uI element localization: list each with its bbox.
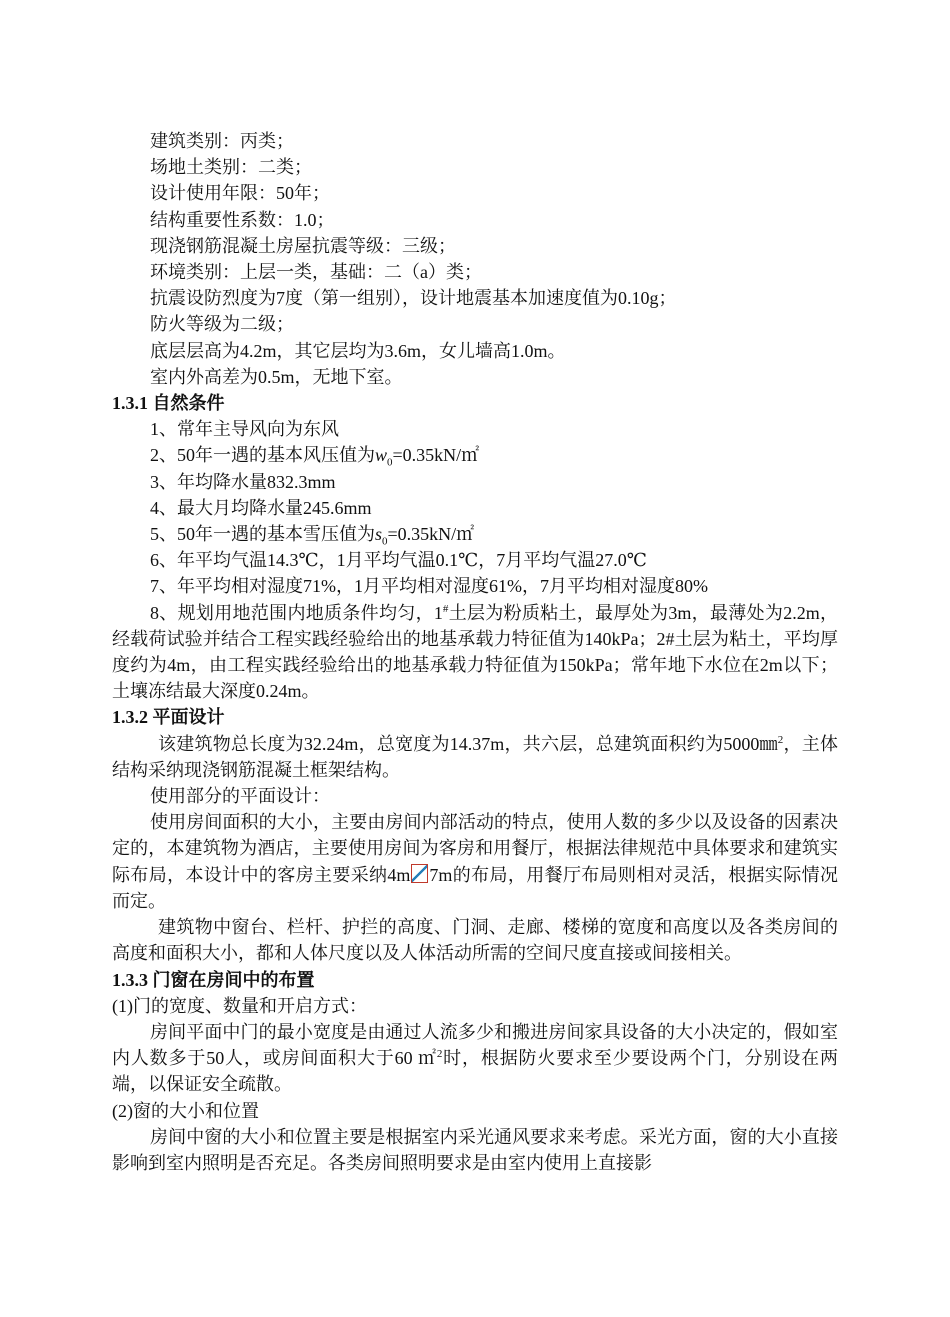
list-item: 8、规划用地范围内地质条件均匀，1#土层为粉质粘土，最厚处为3m，最薄处为2.2m，经载荷试验并结合工程实践经验给出的地基承载力特征值为140kPa；2#土层为粘土，平均厚度约为4m，由工程实践经验给出的地基承载力特征值为150kPa；常年地下水位在2m以下；土壤冻结最大深度0.24m。: [112, 602, 839, 702]
building-class: 建筑类别：丙类；: [150, 131, 294, 151]
paragraph: 建筑物中窗台、栏杆、护拦的高度、门洞、走廊、楼梯的宽度和高度以及各类房间的高度和面积大小，都和人体尺度以及人体活动所需的空间尺度直接或间接相关。: [112, 917, 838, 964]
list-item: 4、最大月均降水量245.6mm: [150, 497, 372, 518]
seismic-grade: 现浇钢筋混凝土房屋抗震等级：三级；: [150, 235, 456, 256]
paragraph: 使用房间面积的大小，主要由房间内部活动的特点，使用人数的多少以及设备的因素决定的，本建筑物为酒店，主要使用房间为客房和用餐厅，根据法律规范中具体要求和建筑实际布局，本设计中的客房主要采纳4m 7m的布局，用餐厅布局则相对灵活，根据实际情况而定。: [112, 812, 839, 911]
section-heading-plan-design: 1.3.2 平面设计: [112, 707, 225, 728]
document-body: [112, 128, 838, 1176]
environment-class: 环境类别：上层一类，基础：二（a）类；: [150, 262, 482, 283]
broken-glyph-icon: [411, 864, 428, 883]
paragraph: 该建筑物总长度为32.24m，总宽度为14.37m，共六层，总建筑面积约为5000㎜$^2$，主体结构采纳现浇钢筋混凝土框架结构。: [112, 733, 838, 780]
list-item: 6、年平均气温14.3℃，1月平均气温0.1℃，7月平均气温27.0℃: [150, 550, 647, 571]
importance-factor: 结构重要性系数：1.0；: [150, 209, 335, 230]
list-item: 5、50年一遇的基本雪压值为$s_0=0.35kN/㎡$: [150, 524, 475, 548]
site-soil-class: 场地土类别：二类；: [150, 157, 312, 178]
list-item: 2、50年一遇的基本风压值为$w_0=0.35kN/㎡$: [150, 445, 480, 470]
fire-rating: 防火等级为二级；: [150, 314, 294, 335]
section-heading-doors-windows: 1.3.3 门窗在房间中的布置: [112, 969, 315, 990]
list-item: 1、常年主导风向为东风: [150, 419, 339, 440]
list-item: 7、年平均相对湿度71%，1月平均相对湿度61%，7月平均相对湿度80%: [150, 576, 708, 597]
design-life: 设计使用年限：50年；: [150, 183, 330, 204]
height-difference: 室内外高差为0.5m，无地下室。: [150, 366, 403, 387]
list-item: 3、年均降水量832.3mm: [150, 471, 336, 492]
floor-heights: 底层层高为4.2m，其它层均为3.6m，女儿墙高1.0m。: [150, 340, 566, 361]
subheading: (1)门的宽度、数量和开启方式：: [112, 995, 367, 1016]
subheading: (2)窗的大小和位置: [112, 1100, 259, 1121]
paragraph: 房间中窗的大小和位置主要是根据室内采光通风要求来考虑。采光方面，窗的大小直接影响到室内照明是否充足。各类房间照明要求是由室内使用上直接影: [112, 1126, 838, 1173]
paragraph: 房间平面中门的最小宽度是由通过人流多少和搬进房间家具设备的大小决定的，假如室内人数多于50人，或房间面积大于60 ㎡$^2$时，根据防火要求至少要设两个门，分别设在两端，以保证安全疏散。: [112, 1021, 839, 1095]
section-heading-natural-conditions: 1.3.1 自然条件: [112, 393, 225, 414]
seismic-intensity: 抗震设防烈度为7度（第一组别），设计地震基本加速度值为0.10g；: [150, 288, 677, 309]
paragraph: 使用部分的平面设计：: [150, 786, 330, 807]
